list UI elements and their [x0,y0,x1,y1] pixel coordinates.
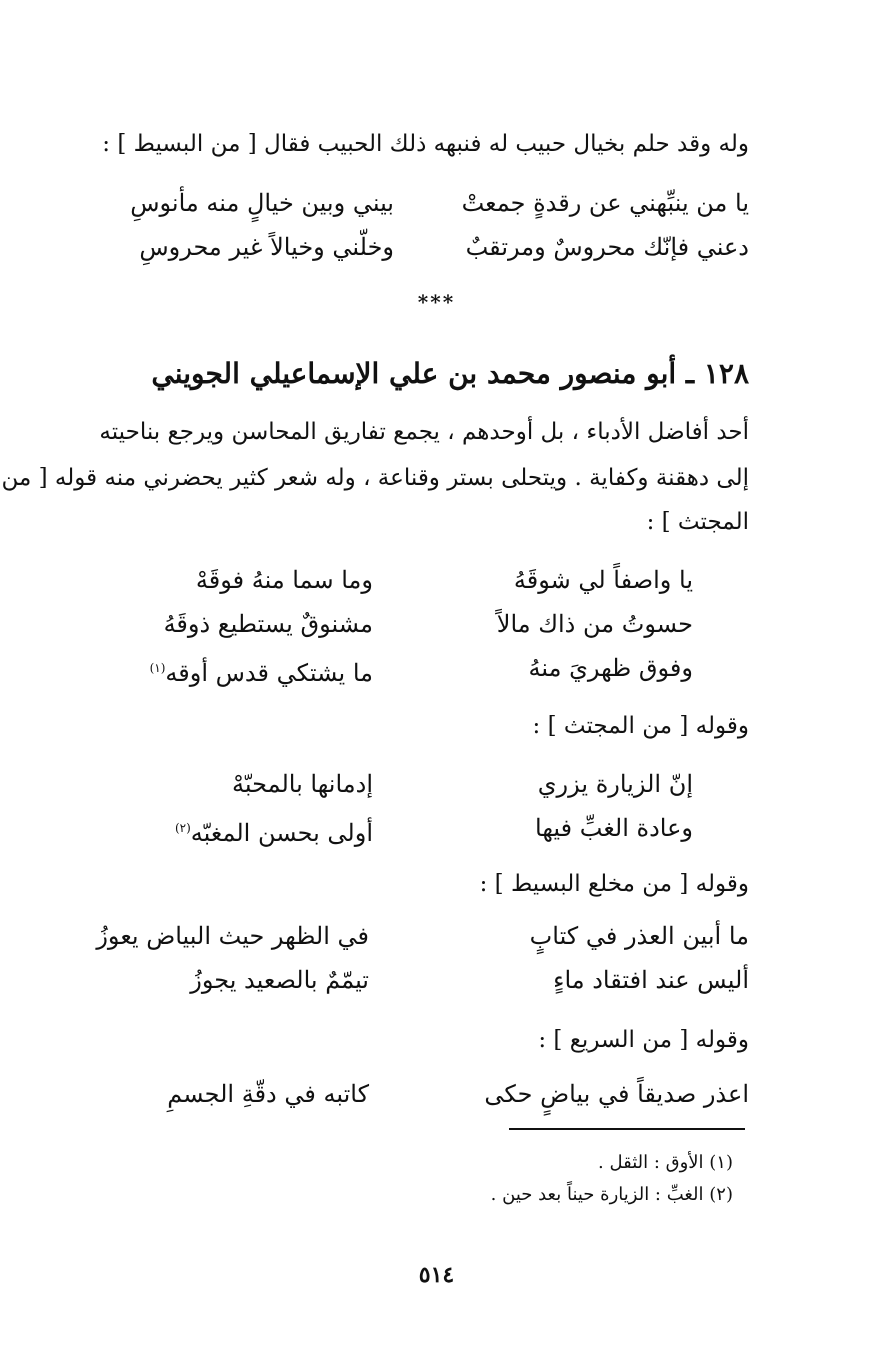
footnote-rule [509,1128,745,1130]
hemistich-second: أولى بحسن المغبّه$^{(٢)}$ [174,819,373,847]
hemistich-second: تيمّمٌ بالصعيد يجوزُ [190,966,369,994]
bio-line-2: إلى دهقنة وكفاية . ويتحلى بستر وقناعة ، وله شعر كثير يحضرني منه قوله [ من [1,465,749,491]
hemistich-second: ما يشتكي قدس أوقه$^{(١)}$ [149,659,373,687]
hemistich-second: مشنوقٌ يستطيع ذوقَهُ [163,610,373,638]
hemistich-second: إدمانها بالمحبّهْ [232,770,373,798]
intro-4: وقوله [ من السريع ] : [538,1027,749,1053]
hemistich-first: وعادة الغبِّ فيها [535,814,693,842]
intro-2: وقوله [ من المجتث ] : [532,713,749,739]
hemistich-second: وخلّني وخيالاً غير محروسِ [139,233,394,261]
footnote-2: (٢) الغبِّ : الزيارة حيناً بعد حين . [490,1184,733,1205]
hemistich-second: وما سما منهُ فوقَهْ [195,566,373,594]
footnote-ref-2: (٢) [174,821,191,835]
hemistich-first: اعذر صديقاً في بياضٍ حكى [484,1080,749,1108]
intro-line: وله وقد حلم بخيال حبيب له فنبهه ذلك الحبيب فقال [ من البسيط ] : [102,131,749,157]
section-heading: ١٢٨ ـ أبو منصور محمد بن علي الإسماعيلي الجويني [151,357,749,390]
hemistich-first: إنّ الزيارة يزري [537,770,693,798]
hemistich-second: كاتبه في دقّةِ الجسمِ [167,1080,369,1108]
bio-line-1: أحد أفاضل الأدباء ، بل أوحدهم ، يجمع تفاريق المحاسن ويرجع بناحيته [99,419,749,445]
footnote-1: (١) الأوق : الثقل . [598,1152,733,1173]
hemistich-second: في الظهر حيث البياض يعوزُ [96,922,369,950]
bio-line-3: المجتث ] : [646,509,749,535]
page-number: ٥١٤ [418,1262,455,1288]
hemistich-first: ما أبين العذر في كتابٍ [529,922,749,950]
footnote-ref-1: (١) [149,661,166,675]
hemistich-first: دعني فإنّك محروسٌ ومرتقبٌ [465,233,749,261]
intro-3: وقوله [ من مخلع البسيط ] : [479,871,749,897]
hemistich-first: وفوق ظهريَ منهُ [528,654,693,682]
section-separator: *** [417,290,456,314]
hemistich-first: أليس عند افتقاد ماءٍ [553,966,749,994]
hemistich-first: يا من ينبِّهني عن رقدةٍ جمعتْ [461,189,749,217]
hemistich-second: بيني وبين خيالٍ منه مأنوسِ [130,189,394,217]
hemistich-first: حسوتُ من ذاك مالاً [496,610,693,638]
hemistich-first: يا واصفاً لي شوقَهُ [513,566,693,594]
